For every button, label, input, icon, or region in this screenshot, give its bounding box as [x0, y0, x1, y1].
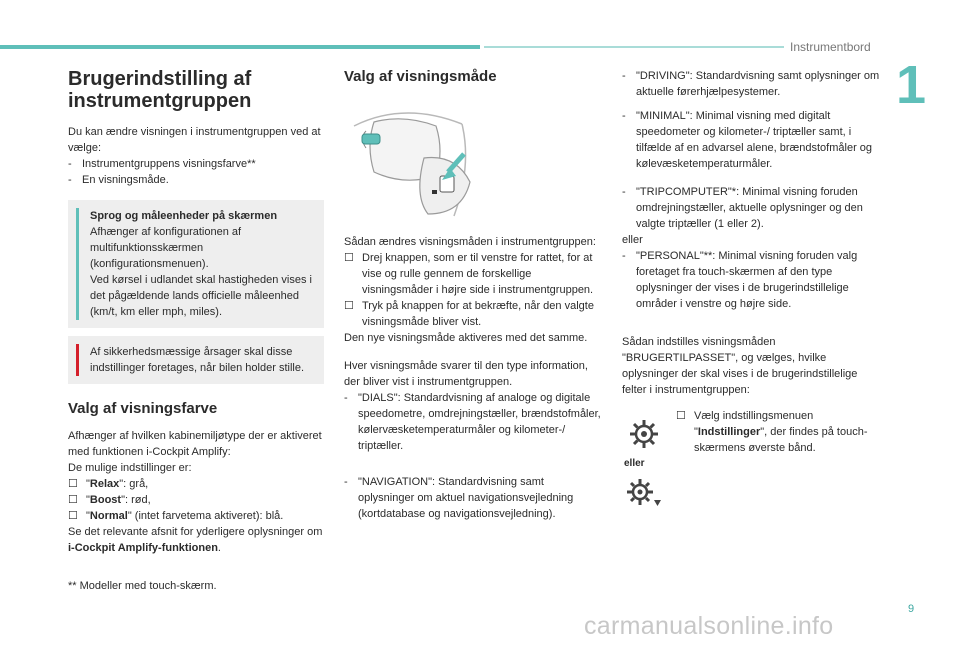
how-item: ☐ Tryk på knappen for at bekræfte, når den valgte visningsmåde bliver vist.: [344, 300, 594, 328]
checkbox-icon: ☐: [676, 410, 686, 422]
mode-item-navigation: - "NAVIGATION": Standardvisning samt oplysninger om aktuel navigationsvejledning (kortdatabase og navigationsvejledning).: [344, 476, 574, 520]
color-item: ☐ "Normal" (intet farvetema aktiveret): blå.: [68, 510, 284, 522]
how-after: Den nye visningsmåde aktiveres med det samme.: [344, 332, 588, 344]
color-section-title: Valg af visningsfarve: [68, 400, 218, 417]
eller-text: eller: [622, 234, 643, 246]
watermark: carmanualsonline.info: [584, 612, 834, 640]
modes-intro: Hver visningsmåde svarer til den type information, der bliver vist i instrumentgruppen.: [344, 360, 588, 388]
info-box-text: Ved kørsel i udlandet skal hastigheden vises i det pågældende lands officielle måleenhed (km/t, km eller mph, miles).: [90, 274, 312, 318]
warning-box-text: Af sikkerhedsmæssige årsager skal disse indstillinger foretages, når bilen holder stille.: [90, 346, 305, 374]
gear-dropdown-icon: [626, 478, 662, 510]
checkbox-icon: ☐: [344, 300, 354, 312]
info-box-title: Sprog og måleenheder på skærmen: [90, 210, 278, 222]
checkbox-icon: ☐: [68, 494, 78, 506]
icon-eller: eller: [624, 458, 645, 469]
steering-wheel-illustration: [344, 96, 474, 220]
color-item: ☐ "Boost": rød,: [68, 494, 151, 506]
color-item: ☐ "Relax": grå,: [68, 478, 149, 490]
checkbox-icon: ☐: [68, 510, 78, 522]
intro-item: - Instrumentgruppens visningsfarve**: [68, 158, 256, 170]
mode-item-driving: - "DRIVING": Standardvisning samt oplysninger om aktuelle førerhjælpesystemer.: [622, 70, 880, 98]
footnote: ** Modeller med touch-skærm.: [68, 580, 217, 592]
color-text: Afhænger af hvilken kabinemiljøtype der er aktiveret med funktionen i-Cockpit Amplify:: [68, 430, 322, 458]
column-2: [344, 68, 602, 522]
mode-section-title: Valg af visningsmåde: [344, 68, 497, 85]
header-accent-bar: [0, 45, 480, 49]
section-label: Instrumentbord: [790, 40, 871, 54]
warning-box: [68, 336, 324, 384]
warning-icon: [76, 344, 79, 376]
checkbox-icon: ☐: [68, 478, 78, 490]
settings-step: ☐ Vælg indstillingsmenuen "Indstillinger", der findes på touch-skærmens øverste bånd.: [676, 410, 868, 454]
how-item: ☐ Drej knappen, som er til venstre for rattet, for at vise og rulle gennem de forskellige visningsmåder i højre side i instrumentgruppen.: [344, 252, 594, 296]
page-title: Brugerindstilling af instrumentgruppen: [68, 68, 252, 112]
chapter-number: 1: [896, 55, 927, 115]
header-accent-line: [484, 46, 784, 48]
how-intro: Sådan ændres visningsmåden i instrumentgruppen:: [344, 236, 596, 248]
checkbox-icon: ☐: [344, 252, 354, 264]
info-icon: [76, 208, 79, 320]
see-also-text: Se det relevante afsnit for yderligere oplysninger om i-Cockpit Amplify-funktionen.: [68, 526, 323, 554]
gear-icon: [628, 418, 660, 450]
custom-intro: Sådan indstilles visningsmåden "BRUGERTILPASSET", og vælges, hvilke oplysninger der skal vises i de brugerindstillelige felter i instrumentgruppen:: [622, 336, 858, 396]
intro-text: Du kan ændre visningen i instrumentgruppen ved at vælge:: [68, 126, 321, 154]
mode-item-tripcomputer: - "TRIPCOMPUTER"*: Minimal visning foruden omdrejningstæller, aktuelle oplysninger og den valgte triptæller (1 eller 2).: [622, 186, 863, 230]
info-box: [68, 200, 324, 328]
mode-item-dials: - "DIALS": Standardvisning af analoge og digitale speedometre, omdrejningstæller, brændstofmåler, kølervæsketemperaturmåler og kilometer-/ triptæller.: [344, 392, 601, 452]
mode-item-minimal: - "MINIMAL": Minimal visning med digitalt speedometer og kilometer-/ triptæller samt, i tilfælde af en advarsel alene, brændstofmåler og kølevæsketemperaturmåler.: [622, 110, 873, 170]
color-settings-label: De mulige indstillinger er:: [68, 462, 192, 474]
settings-instruction: [622, 408, 884, 528]
steering-wheel-icon: [344, 96, 474, 220]
mode-item-personal: - "PERSONAL"**: Minimal visning foruden valg foretaget fra touch-skærmen af den type oplysninger der vises i de brugerindstillelige områder i venstre og højre side.: [622, 250, 858, 310]
info-box-text: Afhænger af konfigurationen af multifunktionsskærmen (konfigurationsmenuen).: [90, 226, 242, 270]
column-3: [622, 68, 884, 528]
page-number: 9: [908, 603, 915, 615]
intro-item: - En visningsmåde.: [68, 174, 169, 186]
column-1: [68, 68, 324, 594]
